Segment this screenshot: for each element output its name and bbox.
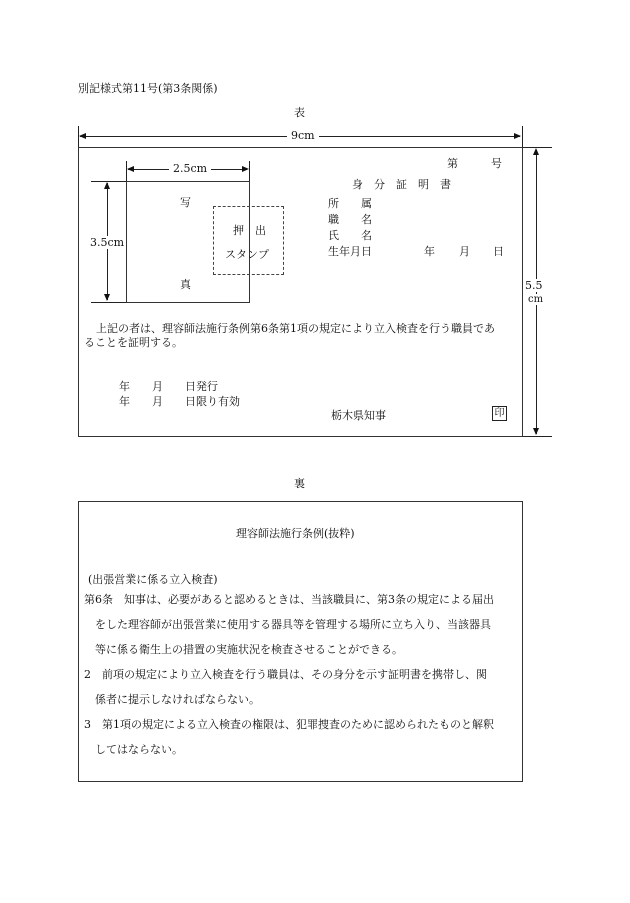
birth-month-label: 月 xyxy=(459,245,470,258)
article-line-1: 第6条 知事は、必要があると認めるときは、当該職員に、第3条の規定による届出 xyxy=(84,593,494,606)
photo-height-dim-bottom-tick xyxy=(91,302,126,303)
certificate-title: 身 分 証 明 書 xyxy=(352,178,451,191)
form-title: 別記様式第11号(第3条関係) xyxy=(78,82,218,95)
height-dim-label-unit: cm xyxy=(528,294,544,305)
article-line-2: をした理容師が出張営業に使用する器具等を管理する場所に立ち入り、当該器具 xyxy=(84,618,491,631)
width-dim-label: 9cm xyxy=(287,129,319,142)
valid-until-label: 年 月 日限り有効 xyxy=(119,395,240,408)
stamp-label-line2: スタンプ xyxy=(225,248,269,261)
field-name-label: 氏 名 xyxy=(328,229,372,242)
width-dim-right-tick xyxy=(522,126,523,148)
photo-height-dim-arrow-up xyxy=(104,182,110,189)
field-position-label: 職 名 xyxy=(328,213,372,226)
article-line-3: 等に係る衛生上の措置の実施状況を検査させることができる。 xyxy=(84,643,403,656)
photo-char-top: 写 xyxy=(180,196,191,209)
field-affiliation-label: 所 属 xyxy=(328,197,372,210)
height-dim-line xyxy=(536,150,537,434)
back-heading: 裏 xyxy=(294,477,305,490)
stamp-label-line1: 押 出 xyxy=(233,224,266,237)
photo-width-dim-label: 2.5cm xyxy=(169,162,211,175)
article-line-7: してはならない。 xyxy=(84,743,183,756)
width-dim-arrow-left xyxy=(79,133,86,139)
front-heading: 表 xyxy=(294,106,305,119)
article-line-6: 3 第1項の規定による立入検査の権限は、犯罪捜査のために認められたものと解釈 xyxy=(84,718,494,731)
height-dim-arrow-down xyxy=(533,428,539,435)
issuer-name: 栃木県知事 xyxy=(331,409,386,422)
section-heading: (出張営業に係る立入検査) xyxy=(88,573,218,586)
stamp-area xyxy=(213,206,284,275)
excerpt-title: 理容師法施行条例(抜粋) xyxy=(236,527,355,540)
certificate-number-label: 第 号 xyxy=(447,157,502,170)
birth-day-label: 日 xyxy=(493,245,504,258)
height-dim-label-value: 5.5 xyxy=(525,279,543,292)
official-seal: 印 xyxy=(492,406,507,421)
photo-width-dim-arrow-right xyxy=(242,166,249,172)
height-dim-arrow-up xyxy=(533,148,539,155)
photo-width-dim-right-tick xyxy=(249,161,250,181)
article-line-5: 係者に提示しなければならない。 xyxy=(84,693,260,706)
photo-height-dim-arrow-down xyxy=(104,294,110,301)
article-line-4: 2 前項の規定により立入検査を行う職員は、その身分を示す証明書を携帯し、関 xyxy=(84,668,487,681)
width-dim-arrow-right xyxy=(514,133,521,139)
field-birthdate-label: 生年月日 xyxy=(328,245,372,258)
photo-char-bottom: 真 xyxy=(180,278,191,291)
statement-line-1: 上記の者は、理容師法施行条例第6条第1項の規定により立入検査を行う職員であ xyxy=(96,322,495,335)
height-dim-bottom-tick xyxy=(522,436,552,437)
photo-height-dim-label: 3.5cm xyxy=(90,236,125,249)
birth-year-label: 年 xyxy=(424,245,435,258)
statement-line-2: ることを証明する。 xyxy=(84,336,183,349)
issue-date-label: 年 月 日発行 xyxy=(119,380,218,393)
photo-width-dim-arrow-left xyxy=(127,166,134,172)
